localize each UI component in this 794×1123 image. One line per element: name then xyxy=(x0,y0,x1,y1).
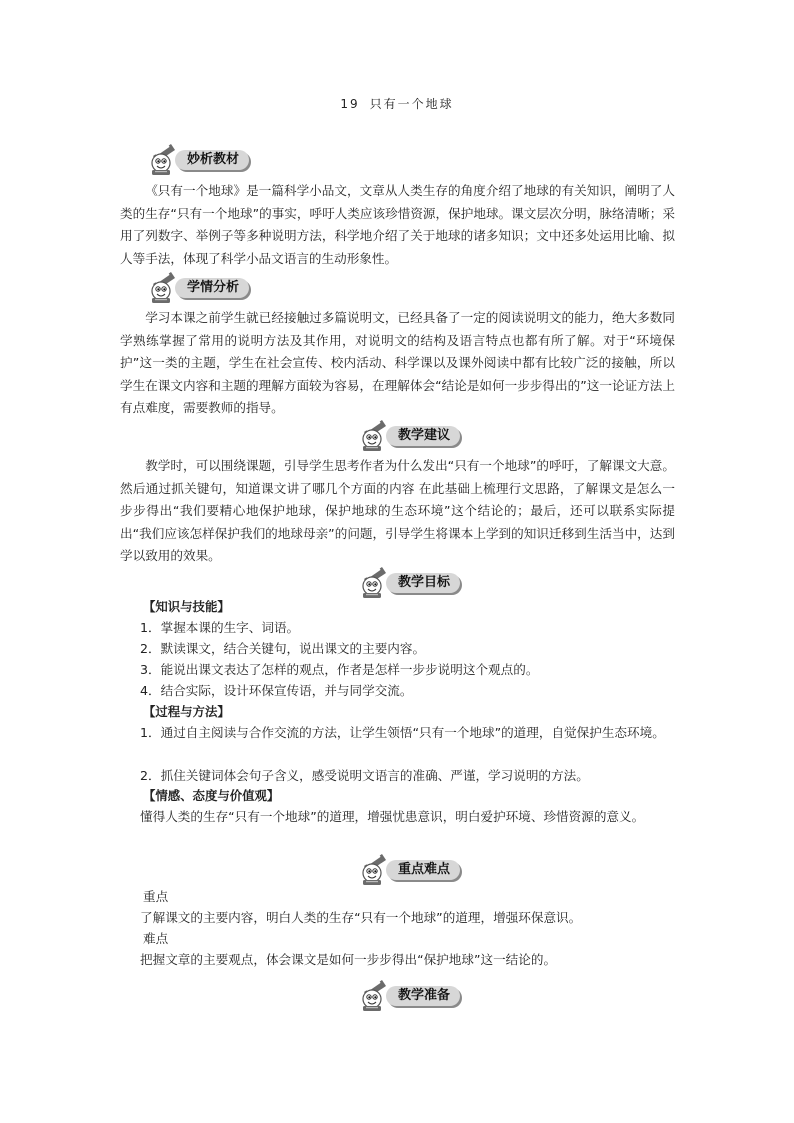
knowledge-title: 【知识与技能】 xyxy=(143,599,230,614)
page-title xyxy=(0,95,794,112)
list-item: 1．通过自主阅读与合作交流的方法，让学生领悟“只有一个地球”的道理，自觉保护生态环境。 xyxy=(140,725,665,740)
process-title: 【过程与方法】 xyxy=(143,704,230,719)
list-item: 1．掌握本课的生字、词语。 xyxy=(140,620,300,635)
students-paragraph: 学习本课之前学生就已经接触过多篇说明文，已经具备了一定的阅读说明文的能力，绝大多数同学熟练掌握了常用的说明方法及其作用，对说明文的结构及语言特点也都有所了解。对于“环境保护”这一类的主题，学生在社会宣传、校内活动、科学课以及课外阅读中都有比较广泛的接触，所以学生在课文内容和主题的理解方面较为容易，在理解体会“结论是如何一步步得出的”这一论证方法上有点难度，需要教师的指导。 xyxy=(120,310,675,415)
textbook-paragraph: 《只有一个地球》是一篇科学小品文，文章从人类生存的角度介绍了地球的有关知识，阐明了人类的生存“只有一个地球”的事实，呼吁人类应该珍惜资源，保护地球。课文层次分明，脉络清晰；采用了列数字、举例子等多种说明方法，科学地介绍了关于地球的诸多知识；文中还多处运用比喻、拟人等手法，体现了科学小品文语言的生动形象性。 xyxy=(120,183,675,266)
section-heading-label: 妙析教材 xyxy=(175,150,249,170)
list-item: 4．结合实际，设计环保宣传语，并与同学交流。 xyxy=(140,683,413,698)
emotion-title: 【情感、态度与价值观】 xyxy=(143,788,280,803)
section-heading-label: 教学准备 xyxy=(386,986,460,1006)
list-item: 2．抓住关键词体会句子含义，感受说明文语言的准确、严谨，学习说明的方法。 xyxy=(140,768,589,783)
section-heading-label: 重点难点 xyxy=(386,860,460,880)
emotion-text: 懂得人类的生存“只有一个地球”的道理，增强忧患意识，明白爱护环境、珍惜资源的意义。 xyxy=(140,809,645,824)
difficulty-text: 把握文章的主要观点，体会课文是如何一步步得出“保护地球”这一结论的。 xyxy=(140,952,557,967)
suggestions-paragraph: 教学时，可以围绕课题，引导学生思考作者为什么发出“只有一个地球”的呼吁，了解课文大意。然后通过抓关键句，知道课文讲了哪几个方面的内容 在此基础上梳理行文思路，了解课文是怎么一步步得出“我们要精心地保护地球，保护地球的生态环境”这个结论的；最后，还可以联系实际提出“我们应该怎样保护我们的地球母亲”的问题，引导学生将课本上学到的知识迁移到生活当中，达到学以致用的效果。 xyxy=(120,458,675,563)
list-item: 3．能说出课文表达了怎样的观点，作者是怎样一步步说明这个观点的。 xyxy=(140,662,539,677)
list-item: 2．默读课文，结合关键句，说出课文的主要内容。 xyxy=(140,641,426,656)
section-heading-label: 教学目标 xyxy=(386,573,460,593)
lesson-number: 19 xyxy=(340,97,360,111)
lesson-title: 只有一个地球 xyxy=(369,97,454,111)
focus-label: 重点 xyxy=(143,889,169,904)
focus-text: 了解课文的主要内容，明白人类的生存“只有一个地球”的道理，增强环保意识。 xyxy=(140,910,582,925)
section-heading-label: 教学建议 xyxy=(386,426,460,446)
difficulty-label: 难点 xyxy=(143,931,169,946)
section-heading-label: 学情分析 xyxy=(175,278,249,298)
